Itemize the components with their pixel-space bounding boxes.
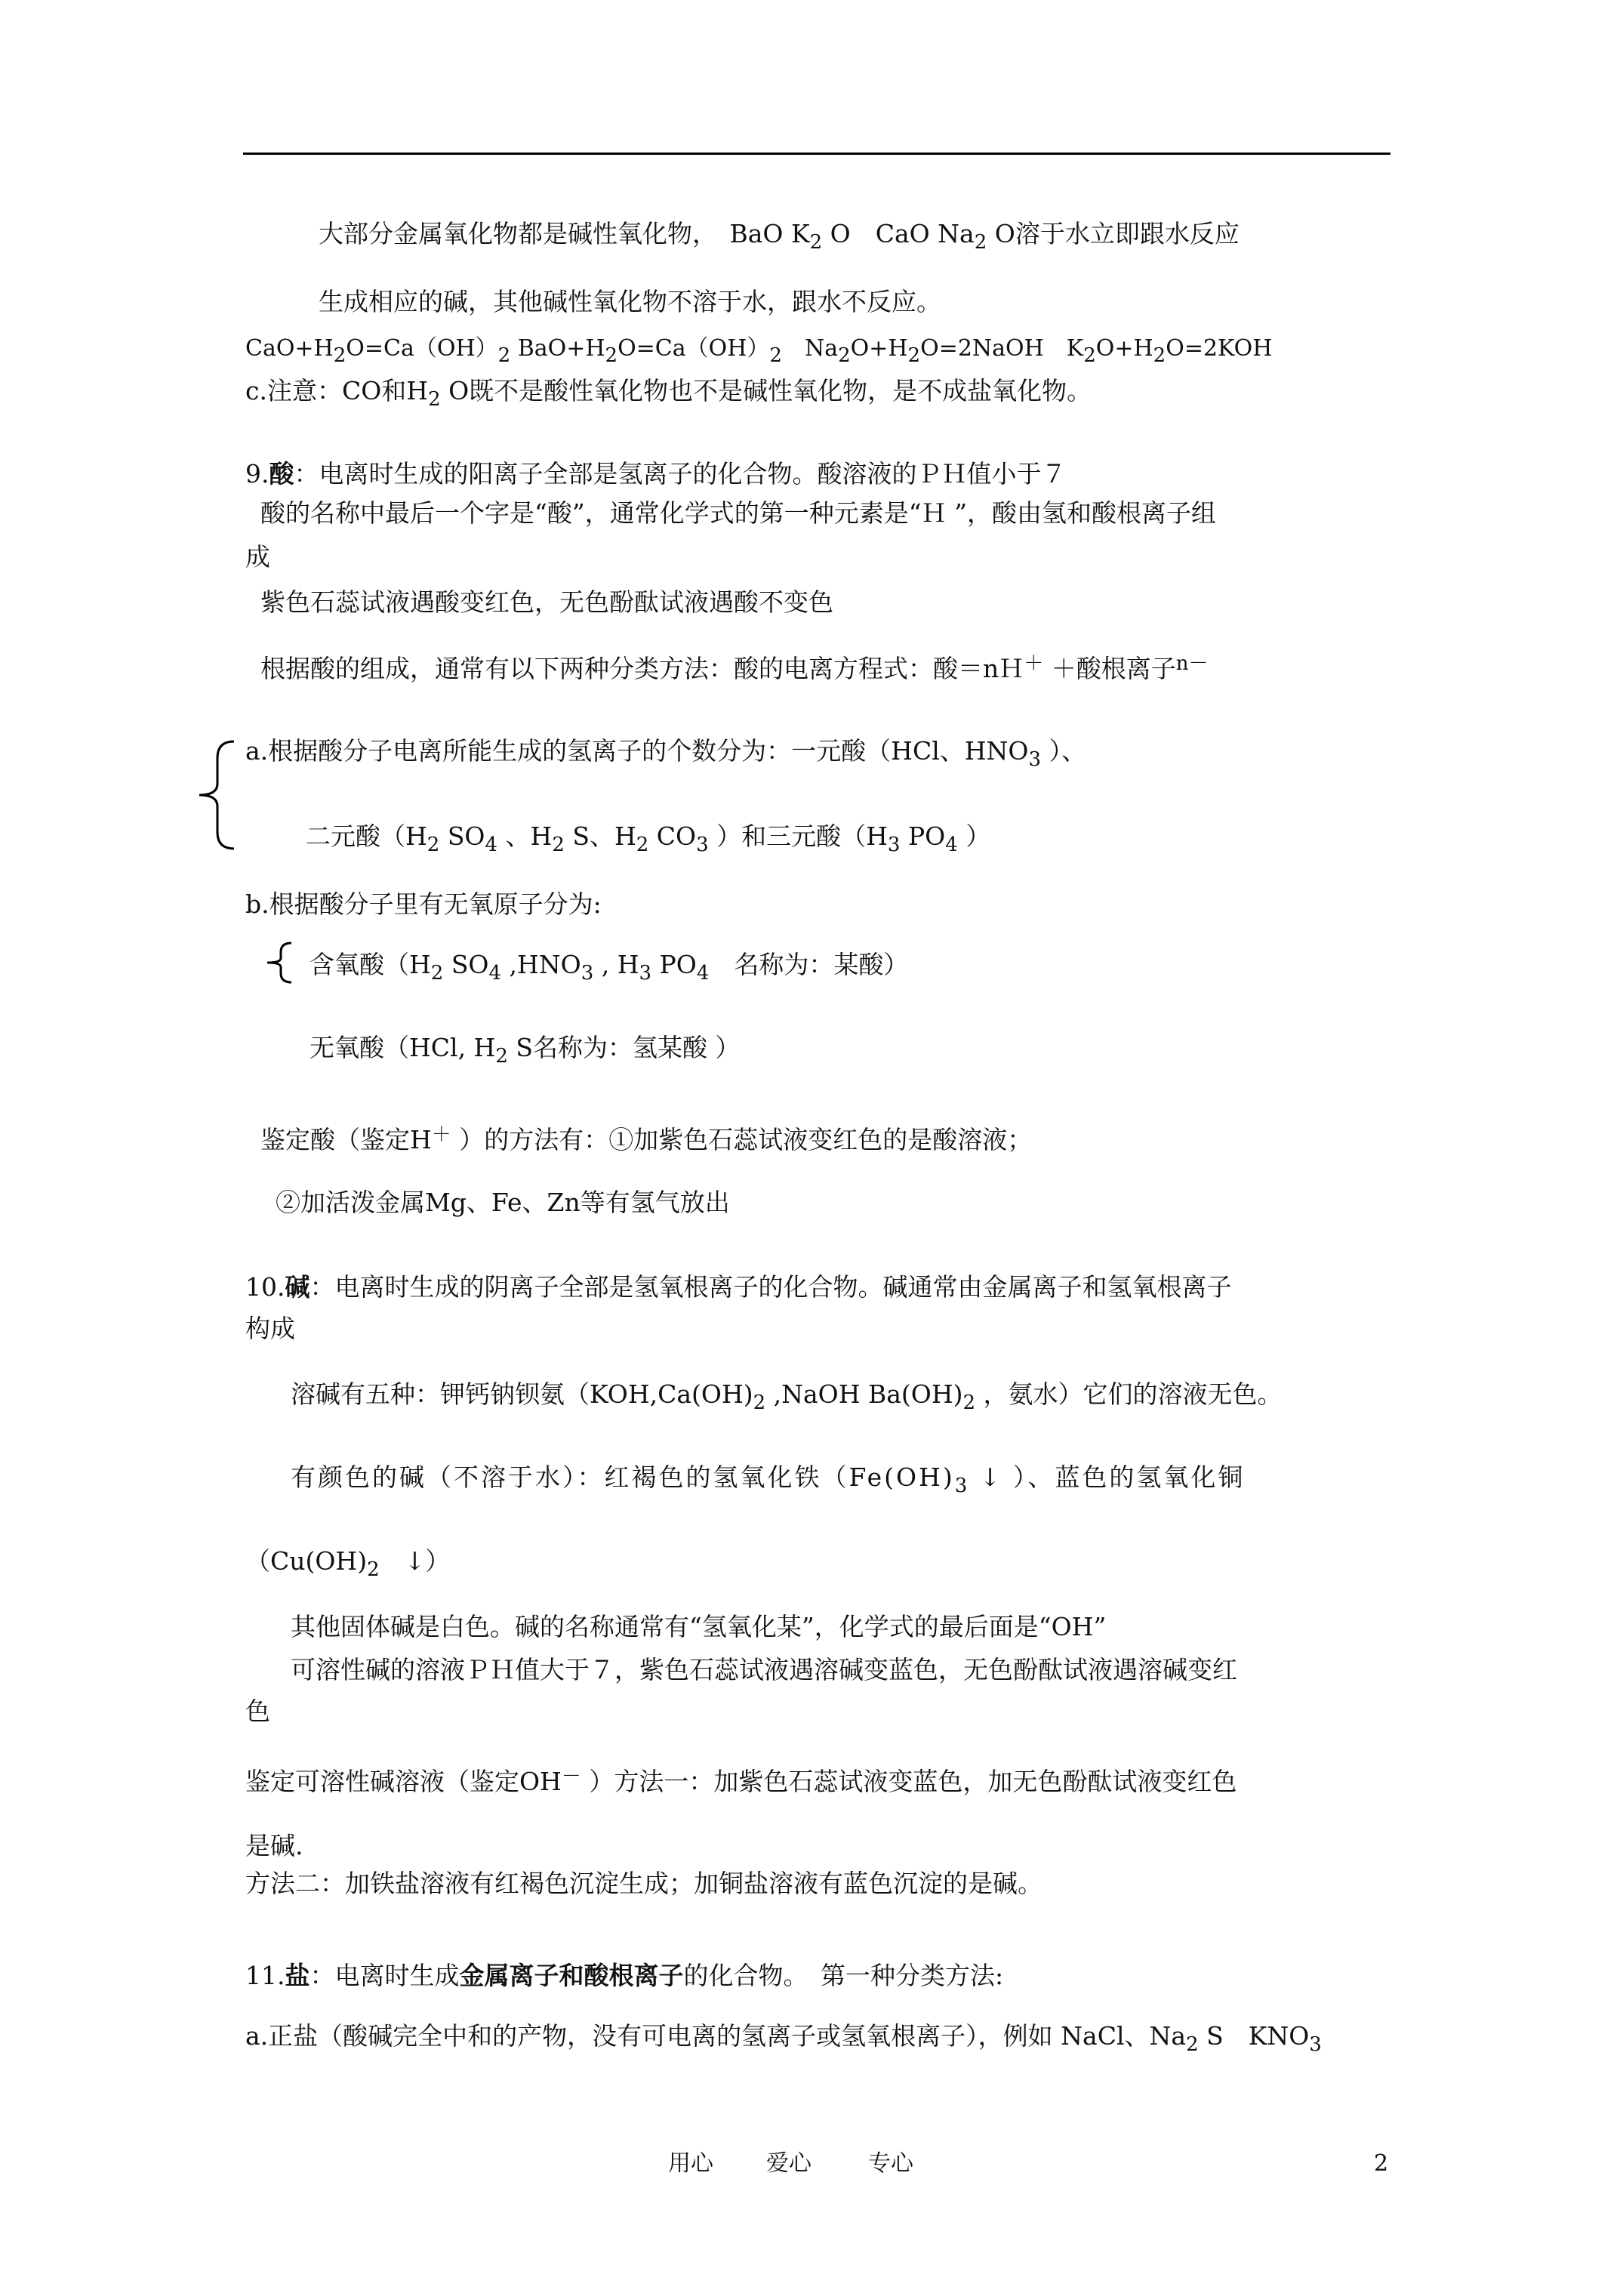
left-brace (195, 738, 240, 852)
text-line: 溶碱有五种：钾钙钠钡氨（$KOH,Ca(OH)_2$ ,NaOH $Ba(OH)_2$ ，氨水）它们的溶液无色。 (291, 1379, 1283, 1414)
text-line: 大部分金属氧化物都是碱性氧化物， BaO $K_2$ O CaO $Na_2$ O溶于水立即跟水反应 (319, 219, 1240, 254)
text-line: 含氧酸（$H_2$ $SO_4$ $,HNO_3$ , $H_3$ $PO_4$ 名称为：某酸） (310, 950, 909, 985)
text-line: 无氧酸（HCl, $H_2$ S名称为：氢某酸 ） (310, 1033, 741, 1068)
text-line: 方法二：加铁盐溶液有红褐色沉淀生成；加铜盐溶液有蓝色沉淀的是碱。 (245, 1869, 1042, 1898)
left-brace-small (261, 940, 299, 985)
footer-text: 爱心 (766, 2150, 812, 2177)
text-line: 成 (245, 542, 270, 572)
text-line: a.根据酸分子电离所能生成的氢离子的个数分为：一元酸（HCl、$HNO_3$ ）、 (245, 736, 1087, 771)
text-line: 生成相应的碱，其他碱性氧化物不溶于水，跟水不反应。 (319, 287, 941, 316)
text-line: 其他固体碱是白色。碱的名称通常有“氢氧化某”，化学式的最后面是“OH” (291, 1612, 1107, 1641)
text-line: b.根据酸分子里有无氧原子分为: (245, 889, 602, 919)
text-line: $CaO+H_2O=Ca(OH)_2$ $BaO+H_2O=Ca(OH)_2$ $Na_2O+H_2O=2NaOH$ $K_2O+H_2O=2KOH$ (245, 335, 1273, 367)
text-line: 构成 (245, 1314, 295, 1343)
text-line: 鉴定可溶性碱溶液（鉴定OH－ ）方法一：加紫色石蕊试液变蓝色，加无色酚酞试液变红色 (245, 1765, 1237, 1796)
text-line: 可溶性碱的溶液ＰＨ值大于７，紫色石蕊试液遇溶碱变蓝色，无色酚酞试液遇溶碱变红 (291, 1655, 1237, 1684)
text-line: 是碱. (245, 1831, 303, 1860)
page-number: 2 (1374, 2150, 1389, 2177)
text-line: 鉴定酸（鉴定H＋ ）的方法有：①加紫色石蕊试液变红色的是酸溶液； (260, 1123, 1033, 1154)
text-line: 10.碱：电离时生成的阴离子全部是氢氧根离子的化合物。碱通常由金属离子和氢氧根离子 (245, 1272, 1232, 1302)
text-line: 根据酸的组成，通常有以下两种分类方法：酸的电离方程式：酸＝nＨ＋ ＋酸根离子$^{n-}$ (260, 652, 1209, 683)
text-line: （$Cu(OH)_2$ ↓） (245, 1546, 451, 1581)
text-line: 色 (245, 1697, 270, 1726)
text-line: 紫色石蕊试液遇酸变红色，无色酚酞试液遇酸不变色 (260, 587, 833, 617)
footer-text: 用心 (668, 2150, 713, 2177)
header-rule (243, 153, 1390, 155)
text-line: a.正盐（酸碱完全中和的产物，没有可电离的氢离子或氢氧根离子），例如 NaCl、$Na_2$ S $KNO_3$ (245, 2021, 1322, 2056)
text-line: 11.盐：电离时生成金属离子和酸根离子的化合物。 第一种分类方法: (245, 1961, 1004, 1990)
text-line: 有颜色的碱（不溶于水）：红褐色的氢氧化铁（$Fe(OH)_3$ ↓ ）、蓝色的氢氧化铜 (291, 1462, 1246, 1497)
text-line: ②加活泼金属Mg、Fe、Zn等有氢气放出 (276, 1188, 730, 1217)
text-line: 酸的名称中最后一个字是“酸”，通常化学式的第一种元素是“Ｈ ”，酸由氢和酸根离子组 (260, 498, 1216, 528)
footer-text: 专心 (868, 2150, 913, 2177)
text-line: 9.酸：电离时生成的阳离子全部是氢离子的化合物。酸溶液的ＰＨ值小于７ (245, 459, 1067, 488)
text-line: 二元酸（$H_2$ $SO_4$ 、$H_2$ S、$H_2$ $CO_3$ ）和三元酸（$H_3$ $PO_4$ ） (306, 821, 991, 856)
text-line: c.注意：CO和$H_2$ O既不是酸性氧化物也不是碱性氧化物，是不成盐氧化物。 (245, 376, 1092, 411)
